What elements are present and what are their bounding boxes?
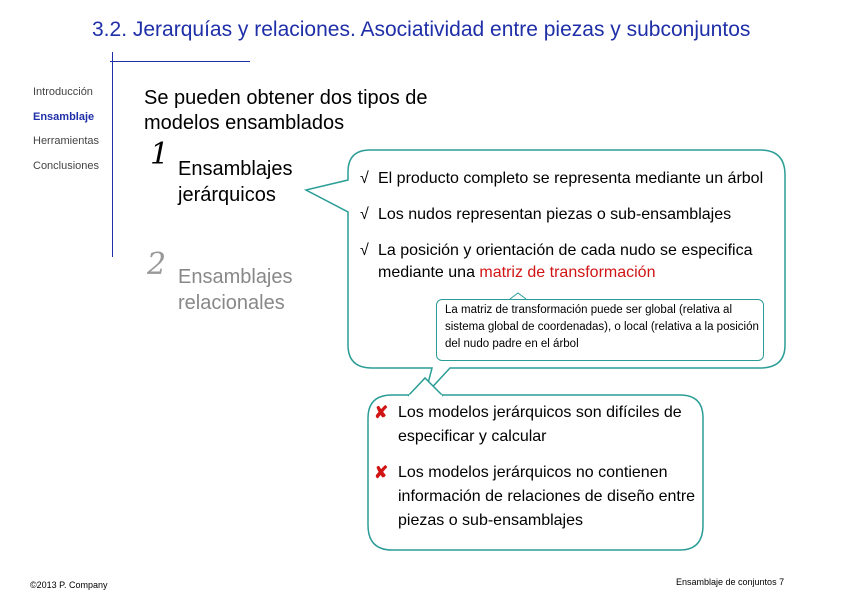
footer-page-label: Ensamblaje de conjuntos 7 — [676, 577, 785, 587]
callout-1-item — [354, 168, 779, 190]
heading-line-2: modelos ensamblados — [144, 112, 345, 134]
callout-1-item-text: El producto completo se representa mediante un árbol — [378, 170, 764, 187]
callout-1-item-text: Los nudos representan piezas o sub-ensamblajes — [378, 206, 732, 223]
callout-1-highlight: matriz de transformación — [479, 264, 656, 281]
cross-icon: ✘ — [374, 403, 389, 422]
nav-item-ensamblaje[interactable]: Ensamblaje — [33, 110, 95, 123]
callout-1-item-text: La posición y orientación de cada nudo se especifica mediante una — [378, 242, 753, 281]
option-1-line-1: Ensamblajes — [178, 158, 293, 180]
callout-1-item — [354, 240, 779, 284]
footer-copyright: ©2013 P. Company — [30, 580, 108, 590]
option-2-line-1: Ensamblajes — [178, 266, 293, 288]
nav-item-introduccion[interactable]: Introducción — [33, 86, 93, 98]
option-number-1: 1 — [150, 137, 170, 172]
nav-item-herramientas[interactable]: Herramientas — [33, 135, 100, 147]
callout-2-item — [372, 401, 712, 449]
option-1-line-2: jerárquicos — [178, 184, 276, 206]
heading-line-1: Se pueden obtener dos tipos de — [144, 87, 428, 109]
transformation-note: La matriz de transformación puede ser global (relativa al sistema global de coordenadas), o local (relativa a la posición del nudo padre en el árbol — [436, 299, 764, 361]
callout-2-content — [372, 401, 712, 545]
callout-1-content — [354, 168, 779, 298]
check-icon: √ — [360, 170, 369, 187]
cross-icon: ✘ — [374, 463, 389, 482]
check-icon: √ — [360, 206, 369, 223]
callout-2-item-text: Los modelos jerárquicos no contienen información de relaciones de diseño entre piezas o sub-ensamblajes — [398, 464, 696, 529]
slide-title: 3.2. Jerarquías y relaciones. Asociatividad entre piezas y subconjuntos — [92, 18, 751, 41]
option-number-2: 2 — [147, 247, 167, 282]
nav-item-conclusiones[interactable]: Conclusiones — [33, 159, 100, 172]
callout-2-item — [372, 461, 712, 533]
option-2-line-2: relacionales — [178, 292, 285, 314]
check-icon: √ — [360, 242, 369, 259]
callout-2-item-text: Los modelos jerárquicos son difíciles de especificar y calcular — [398, 404, 682, 445]
callout-1-item — [354, 204, 779, 226]
